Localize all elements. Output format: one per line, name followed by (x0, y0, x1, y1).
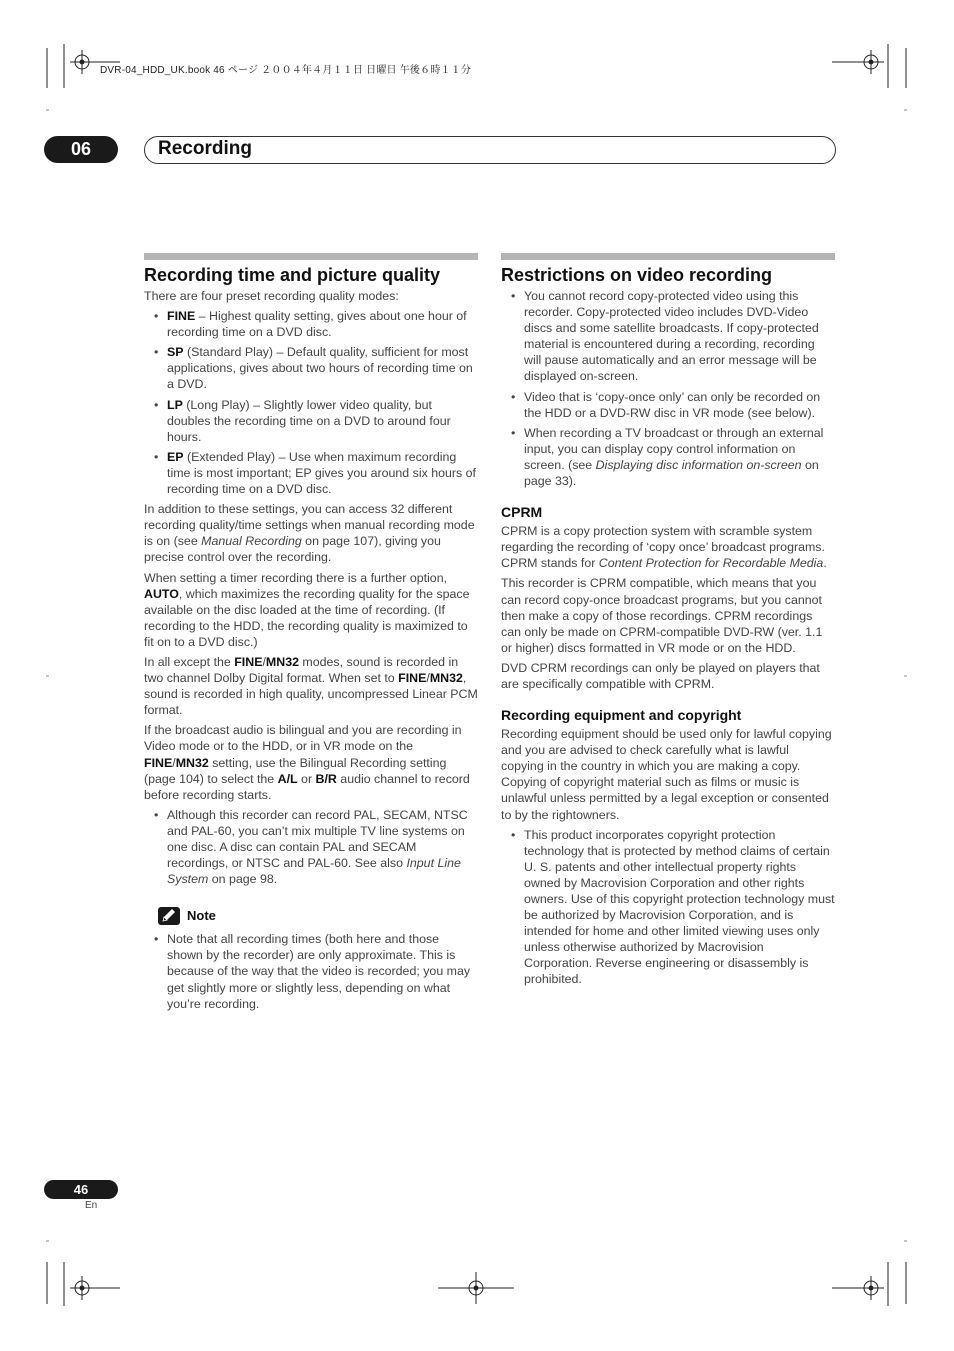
paragraph-sound-format: In all except the FINE/MN32 modes, sound is recorded in two channel Dolby Digital format. When set to FINE/MN32, sound is recorded in high quality, uncompressed Linear PCM format. (144, 654, 478, 718)
paragraph-manual-settings: In addition to these settings, you can access 32 different recording quality/time settings when manual recording mode is on (see Manual Recording on page 107), giving you precise control over the recording. (144, 502, 475, 565)
section-heading-recording-time: Recording time and picture quality (144, 265, 441, 285)
list-item: • LP (Long Play) – Slightly lower video quality, but doubles the recording time on a DVD to around four hours. (144, 397, 478, 445)
paragraph-copyright: Recording equipment should be used only for lawful copying and you are advised to check carefully what is lawful copying in the country in which you are making a copy. Copying of copyright material such as films or music is unlawful unless permitted by a legal exception or consented to by the rightowners. (501, 727, 832, 822)
paragraph-bilingual: If the broadcast audio is bilingual and you are recording in Video mode or to the HDD, or in VR mode on the FINE/MN32 setting, use the Bilingual Recording setting (page 104) to select the A/L or B/R audio channel to record before recording starts. (144, 723, 470, 802)
list-item: • EP (Extended Play) – Use when maximum recording time is most important; EP gives you around six hours of recording time on a DVD disc. (144, 449, 478, 497)
list-item: • This product incorporates copyright protection technology that is protected by method claims of certain U. S. patents and other intellectual property rights owned by Macrovision Corporation and other rights owners. Use of this copyright protection technology must be authorized by Macrovision Corporation, and is intended for home and other limited viewing uses only unless otherwise authorized by Macrovision Corporation. Reverse engineering or disassembly is prohibited. (501, 827, 835, 988)
note-header (158, 907, 478, 925)
intro-paragraph: There are four preset recording quality modes: (144, 289, 399, 303)
print-info-line: DVR-04_HDD_UK.book 46 ページ ２００４年４月１１日 日曜日 午後６時１１分 (100, 65, 472, 76)
list-item: • You cannot record copy-protected video using this recorder. Copy-protected video includes DVD-Video discs and some satellite broadcasts. If copy-protected material is encountered during a recording, recording will pause automatically and an error message will be displayed on-screen. (501, 288, 835, 385)
quality-modes-list (144, 308, 478, 497)
paragraph-auto-option: When setting a timer recording there is a further option, AUTO, which maximizes the recording quality for the space available on the disc loaded at the time of recording. (If recording to the HDD, the recording quality is maximized to fit on to a DVD disc.) (144, 570, 470, 649)
restrictions-list (501, 288, 835, 489)
paragraph-cprm-compatible: This recorder is CPRM compatible, which means that you can record copy-once broadcast programs, but you cannot then make a copy of those recordings. CPRM recordings can only be made on CPRM-compatible DVD-RW (ver. 1.1 or higher) discs formatted in VR mode or on the HDD. (501, 576, 823, 655)
list-item: • SP (Standard Play) – Default quality, sufficient for most applications, gives about two hours of recording time on a DVD. (144, 344, 478, 392)
section-heading-restrictions: Restrictions on video recording (501, 265, 773, 285)
list-item: • Note that all recording times (both here and those shown by the recorder) are only approximate. This is because of the way that the video is recorded; you may get slightly more or slightly less, depending on what you’re recording. (144, 931, 478, 1011)
copyright-list (501, 827, 835, 988)
note-list (144, 931, 478, 1011)
list-item: • Video that is ‘copy-once only’ can only be recorded on the HDD or a DVD-RW disc in VR mode (see below). (501, 389, 835, 421)
left-column (144, 253, 478, 1016)
note-label: Note (187, 908, 216, 924)
section-rule (144, 253, 478, 260)
pencil-note-icon (158, 907, 180, 925)
page-number: 46 (44, 1180, 118, 1199)
section-rule (501, 253, 835, 260)
page-language: En (85, 1200, 98, 1211)
list-item: • FINE – Highest quality setting, gives about one hour of recording time on a DVD disc. (144, 308, 478, 340)
subheading-copyright: Recording equipment and copyright (501, 707, 742, 724)
chapter-title: Recording (158, 138, 252, 159)
paragraph-cprm-playback: DVD CPRM recordings can only be played on players that are specifically compatible with CPRM. (501, 660, 820, 691)
line-system-list (144, 807, 478, 887)
paragraph-cprm-intro: CPRM is a copy protection system with scramble system regarding the recording of ‘copy once’ broadcast programs. CPRM stands for Content Protection for Recordable Media. (501, 524, 827, 571)
subheading-cprm: CPRM (501, 504, 543, 521)
chapter-number-tab: 06 (44, 136, 118, 163)
right-column (501, 253, 835, 992)
list-item: • Although this recorder can record PAL, SECAM, NTSC and PAL-60, you can’t mix multiple TV line systems on one disc. A disc can contain PAL and SECAM recordings, or NTSC and PAL-60. See also Input Line System on page 98. (144, 807, 478, 887)
list-item: • When recording a TV broadcast or through an external input, you can display copy control information on screen. (see Displaying disc information on-screen on page 33). (501, 425, 835, 489)
